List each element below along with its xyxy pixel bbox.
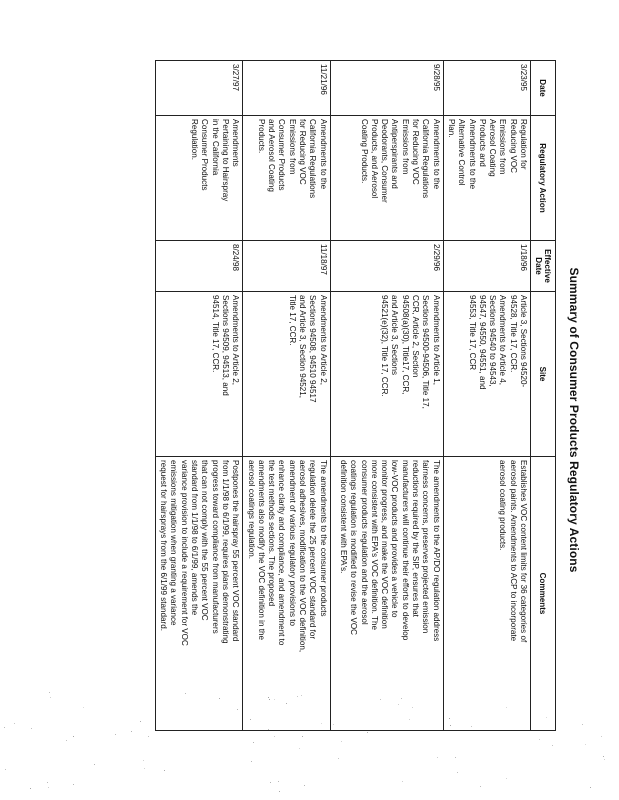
table-row xyxy=(243,61,330,731)
document-title: Summary of Consumer Products Regulatory Actions xyxy=(567,267,581,573)
column-header-comments: Comments xyxy=(531,457,556,731)
comments-cell: Postpones the hairspray 55 percent VOC standard from 1/1/98 to 6/1/99, requires plans demonstrating progress toward compliance from manufacturers that can not comply with the 55 percent VOC standard from 1/1/98 to 6/1/99, amends the variance provision to include a requirement for VOC emissions mitigation when granting a variance request for hairsprays from the 6/1/99 standard. xyxy=(155,457,242,731)
date-cell: 3/23/95 xyxy=(443,61,530,116)
effective-date-cell: 2/29/96 xyxy=(330,241,443,292)
table-header xyxy=(531,61,556,731)
column-header-effective-date: Effective Date xyxy=(531,241,556,292)
table-row xyxy=(155,61,242,731)
column-header-regulatory-action: Regulatory Action xyxy=(531,116,556,241)
table-row xyxy=(330,61,443,731)
effective-date-cell: 11/18/97 xyxy=(243,241,330,292)
site-cell: Article 3, Sections 94520- 94528, Title 17, CCR. Amendments to Article 4, Sections 94540 to 94543, 94547, 94550, 94551, and 94553, Title 17, CCR xyxy=(443,292,530,457)
date-cell: 3/27/97 xyxy=(155,61,242,116)
column-header-site: Site xyxy=(531,292,556,457)
date-cell: 11/21/96 xyxy=(243,61,330,116)
site-cell: Amendments to Article 1, Sections 94500-94506, Title 17, CCR, Article 2, Section 94508(a)(30), Title17, CCR, and Article 3, Sections 94521(e)(32), Title 17, CCR. xyxy=(330,292,443,457)
regulatory-action-cell: Amendments to the California Regulations for Reducing VOC Emissions from Antiperspirants and Deodorants, Consumer Products, and Aerosol Coating Products. xyxy=(330,116,443,241)
comments-cell: Establishes VOC content limits for 36 categories of aerosol paints. Amendments to ACP to incorporate aerosol coating products. xyxy=(443,457,530,731)
regulatory-actions-table xyxy=(155,60,556,731)
date-cell: 9/28/95 xyxy=(330,61,443,116)
regulatory-action-cell: Amendments to the California Regulations for Reducing VOC Emissions from Consumer Products and Aerosol Coating Products. xyxy=(243,116,330,241)
comments-cell: The amendments to the consumer products regulation delete the 25 percent VOC standard for aerosol adhesives, modification to the VOC definition, amendment of various regulatory provisions to enhance clarity and compliance, and amendment to the test methods sections. The proposed amendments also modify the VOC definition in the aerosol coatings regulation. xyxy=(243,457,330,731)
table-row xyxy=(443,61,530,731)
header-row xyxy=(531,61,556,731)
comments-cell: The amendments to the AP/DO regulation address fairness concerns, preserves projected emission reductions required by the SIP, ensures that manufacturers will continue their efforts to develop low-VOC products and provides a vehicle to monitor progress, and make the VOC definition more consistent with EPA's VOC definition. The consumer products regulation and the aerosol coatings regulation is modified to revise the VOC definition consistent with EPA's. xyxy=(330,457,443,731)
site-cell: Amendments to Article 2, Sections 94509, 94513, and 94514, Title 17, CCR. xyxy=(155,292,242,457)
regulatory-action-cell: Amendments Pertaining to Hairspray in the California Consumer Products Regulation. xyxy=(155,116,242,241)
regulatory-action-cell: Regulation for Reducing VOC Emissions from Aerosol Coating Products and Amendments to the Alternative Control Plan. xyxy=(443,116,530,241)
effective-date-cell: 1/18/96 xyxy=(443,241,530,292)
column-header-date: Date xyxy=(531,61,556,116)
site-cell: Amendments to Article 2, Sections 94508, 94510 94517 and Article 3, Section 94521, Title 17, CCR. xyxy=(243,292,330,457)
effective-date-cell: 8/24/98 xyxy=(155,241,242,292)
